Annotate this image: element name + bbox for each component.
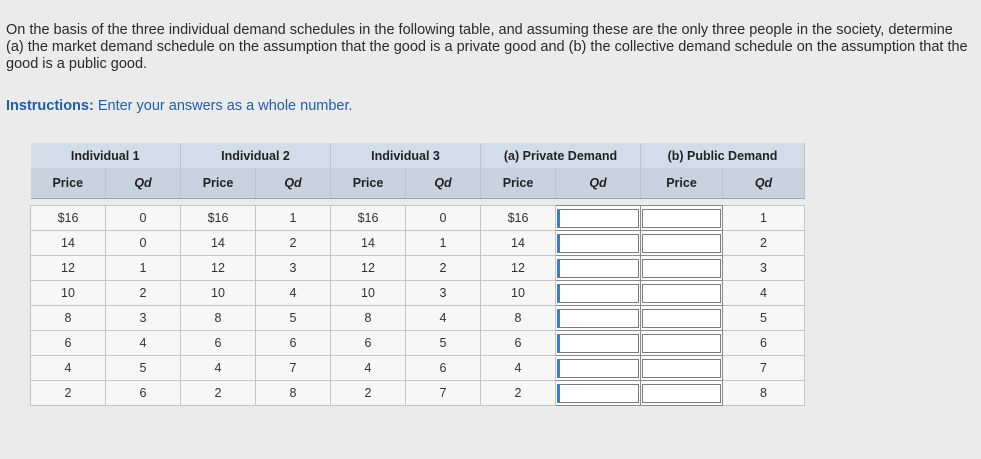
private-demand-qd-input-cell — [556, 281, 641, 306]
group-header-private-demand: (a) Private Demand — [481, 143, 641, 168]
group-header-individual-1: Individual 1 — [31, 143, 181, 168]
table-row — [31, 256, 805, 281]
price-header: Price — [481, 168, 556, 199]
individual-1-price: 12 — [31, 256, 106, 281]
instructions-label: Instructions: — [6, 98, 94, 114]
individual-3-qd: 4 — [406, 306, 481, 331]
group-header-public-demand: (b) Public Demand — [641, 143, 805, 168]
individual-3-price: 6 — [331, 331, 406, 356]
individual-2-price: $16 — [181, 206, 256, 231]
public-demand-price-input-cell — [641, 256, 723, 281]
individual-2-qd: 1 — [256, 206, 331, 231]
individual-3-price: 14 — [331, 231, 406, 256]
individual-3-price: 8 — [331, 306, 406, 331]
table-row — [31, 331, 805, 356]
public-demand-qd: 8 — [723, 381, 805, 406]
qd-header: Qd — [556, 168, 641, 199]
individual-1-price: $16 — [31, 206, 106, 231]
individual-1-price: 10 — [31, 281, 106, 306]
private-demand-price: 14 — [481, 231, 556, 256]
public-demand-price-input[interactable] — [642, 334, 721, 353]
individual-1-price: 14 — [31, 231, 106, 256]
group-header-individual-2: Individual 2 — [181, 143, 331, 168]
public-demand-price-input-cell — [641, 306, 723, 331]
private-demand-qd-input[interactable] — [557, 384, 639, 403]
price-header: Price — [31, 168, 106, 199]
individual-1-qd: 5 — [106, 356, 181, 381]
qd-header: Qd — [106, 168, 181, 199]
individual-1-qd: 0 — [106, 206, 181, 231]
individual-2-qd: 7 — [256, 356, 331, 381]
private-demand-qd-input[interactable] — [557, 209, 639, 228]
qd-header: Qd — [256, 168, 331, 199]
private-demand-price: 10 — [481, 281, 556, 306]
table-row — [31, 381, 805, 406]
table-body — [31, 199, 805, 406]
public-demand-price-input-cell — [641, 331, 723, 356]
individual-1-price: 6 — [31, 331, 106, 356]
individual-1-qd: 4 — [106, 331, 181, 356]
demand-table — [30, 143, 805, 406]
private-demand-qd-input-cell — [556, 331, 641, 356]
sub-header-row — [31, 168, 805, 199]
individual-3-price: 10 — [331, 281, 406, 306]
individual-3-qd: 6 — [406, 356, 481, 381]
table-row — [31, 356, 805, 381]
individual-2-price: 6 — [181, 331, 256, 356]
spacer-row — [31, 199, 805, 206]
private-demand-price: 8 — [481, 306, 556, 331]
qd-header: Qd — [723, 168, 805, 199]
private-demand-price: $16 — [481, 206, 556, 231]
public-demand-price-input-cell — [641, 231, 723, 256]
public-demand-price-input[interactable] — [642, 359, 721, 378]
individual-3-qd: 5 — [406, 331, 481, 356]
individual-1-qd: 1 — [106, 256, 181, 281]
individual-3-price: 4 — [331, 356, 406, 381]
question-text: On the basis of the three individual demand schedules in the following table, and assuming these are the only three people in the society, determine (a) the market demand schedule on the assumption that the good is a private good and (b) the collective demand schedule on the assumption that the good is a public good. — [6, 22, 968, 72]
individual-3-qd: 7 — [406, 381, 481, 406]
public-demand-price-input[interactable] — [642, 259, 721, 278]
price-header: Price — [331, 168, 406, 199]
private-demand-qd-input[interactable] — [557, 334, 639, 353]
private-demand-qd-input-cell — [556, 306, 641, 331]
public-demand-price-input[interactable] — [642, 309, 721, 328]
private-demand-qd-input-cell — [556, 356, 641, 381]
individual-2-price: 14 — [181, 231, 256, 256]
private-demand-qd-input-cell — [556, 206, 641, 231]
private-demand-qd-input[interactable] — [557, 259, 639, 278]
private-demand-price: 6 — [481, 331, 556, 356]
public-demand-qd: 3 — [723, 256, 805, 281]
private-demand-price: 4 — [481, 356, 556, 381]
individual-1-qd: 3 — [106, 306, 181, 331]
price-header: Price — [641, 168, 723, 199]
table-row — [31, 231, 805, 256]
demand-table-wrapper — [30, 143, 805, 406]
public-demand-price-input-cell — [641, 281, 723, 306]
public-demand-qd: 6 — [723, 331, 805, 356]
private-demand-qd-input-cell — [556, 231, 641, 256]
individual-2-price: 10 — [181, 281, 256, 306]
individual-3-price: $16 — [331, 206, 406, 231]
private-demand-qd-input[interactable] — [557, 309, 639, 328]
individual-2-qd: 6 — [256, 331, 331, 356]
instructions — [6, 98, 353, 114]
table-row — [31, 206, 805, 231]
individual-2-qd: 5 — [256, 306, 331, 331]
public-demand-price-input[interactable] — [642, 234, 721, 253]
individual-3-qd: 2 — [406, 256, 481, 281]
individual-3-price: 12 — [331, 256, 406, 281]
individual-2-qd: 3 — [256, 256, 331, 281]
public-demand-price-input[interactable] — [642, 284, 721, 303]
group-header-row — [31, 143, 805, 168]
public-demand-price-input-cell — [641, 206, 723, 231]
table-row — [31, 306, 805, 331]
private-demand-qd-input[interactable] — [557, 359, 639, 378]
public-demand-qd: 2 — [723, 231, 805, 256]
individual-2-price: 2 — [181, 381, 256, 406]
private-demand-qd-input[interactable] — [557, 234, 639, 253]
individual-1-price: 4 — [31, 356, 106, 381]
public-demand-qd: 1 — [723, 206, 805, 231]
individual-2-price: 4 — [181, 356, 256, 381]
qd-header: Qd — [406, 168, 481, 199]
instructions-text: Enter your answers as a whole number. — [93, 98, 353, 114]
individual-1-qd: 2 — [106, 281, 181, 306]
public-demand-price-input[interactable] — [642, 209, 721, 228]
group-header-individual-3: Individual 3 — [331, 143, 481, 168]
individual-1-qd: 6 — [106, 381, 181, 406]
individual-2-price: 8 — [181, 306, 256, 331]
individual-3-qd: 1 — [406, 231, 481, 256]
private-demand-price: 2 — [481, 381, 556, 406]
public-demand-qd: 5 — [723, 306, 805, 331]
individual-3-qd: 0 — [406, 206, 481, 231]
public-demand-qd: 7 — [723, 356, 805, 381]
public-demand-price-input-cell — [641, 356, 723, 381]
individual-2-qd: 2 — [256, 231, 331, 256]
individual-3-price: 2 — [331, 381, 406, 406]
individual-2-qd: 4 — [256, 281, 331, 306]
private-demand-price: 12 — [481, 256, 556, 281]
individual-3-qd: 3 — [406, 281, 481, 306]
private-demand-qd-input-cell — [556, 381, 641, 406]
price-header: Price — [181, 168, 256, 199]
public-demand-price-input[interactable] — [642, 384, 721, 403]
individual-2-price: 12 — [181, 256, 256, 281]
public-demand-qd: 4 — [723, 281, 805, 306]
individual-1-price: 2 — [31, 381, 106, 406]
individual-1-price: 8 — [31, 306, 106, 331]
private-demand-qd-input-cell — [556, 256, 641, 281]
individual-1-qd: 0 — [106, 231, 181, 256]
public-demand-price-input-cell — [641, 381, 723, 406]
private-demand-qd-input[interactable] — [557, 284, 639, 303]
table-row — [31, 281, 805, 306]
individual-2-qd: 8 — [256, 381, 331, 406]
